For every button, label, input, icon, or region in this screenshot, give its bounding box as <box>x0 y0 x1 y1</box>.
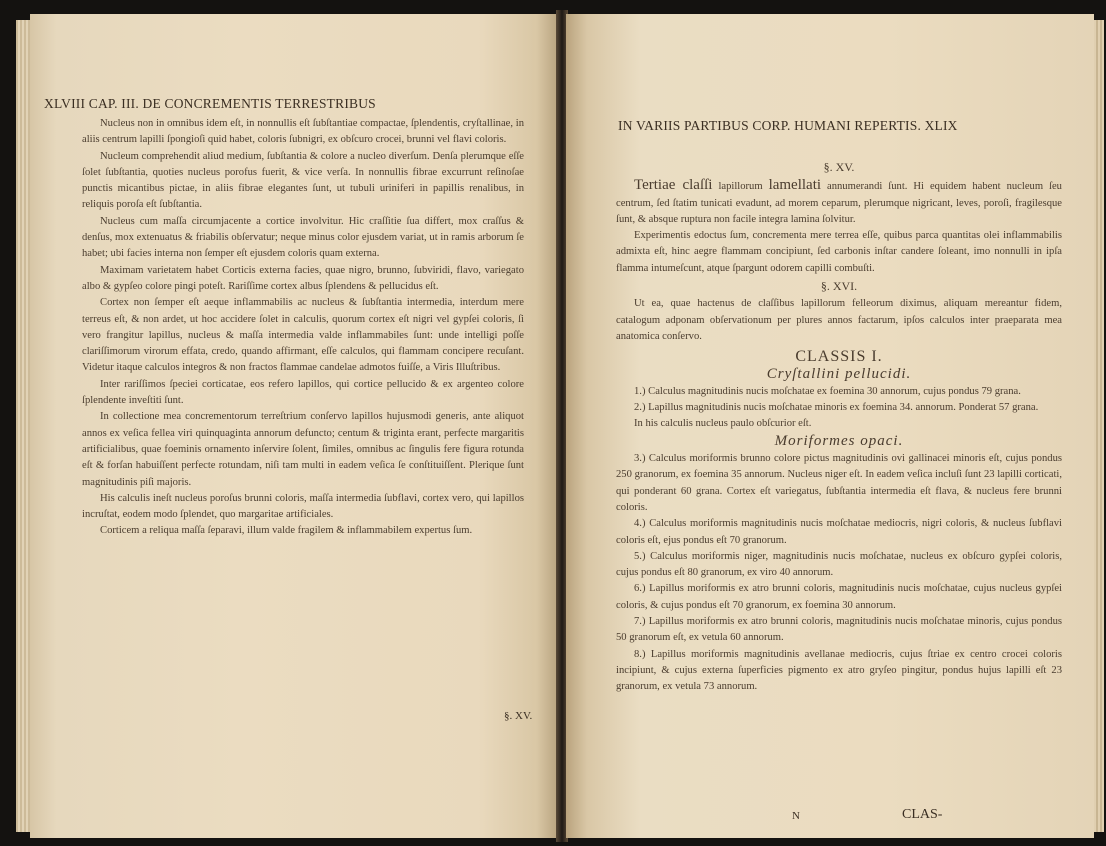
left-paragraph: Corticem a reliqua maſſa ſeparavi, illum valde fragilem & inflammabilem expertus ſum. <box>100 525 473 537</box>
paragraph-rest: annumerandi ſunt. Hi equidem habent nucleum ſeu centrum, ſed ſtatim tunicati evadunt, ad morem ceparum, plerumque nigricant, leves, poroſi, fragilesque ſunt, & absque ruptura non facile integra lamina ſolvitur. <box>616 181 1062 225</box>
catalog-item: 8.) Lapillus moriformis magnitudinis avellanae mediocris, cujus ſtriae ex centro crocei coloris incipiunt, & cujus externa ſuperficies pigmento ex atro gryſeo pingitur, pondus hujus lapilli eſt 23 granorum, ex vetula 73 annorum. <box>616 648 1062 693</box>
left-paragraph: Inter rariſſimos ſpeciei corticatae, eos refero lapillos, qui cortice pellucido & ex argenteo colore ſplendente inveſtiti ſunt. <box>82 378 524 407</box>
left-paragraph: Nucleum comprehendit aliud medium, ſubſtantia & colore a nucleo diverſum. Denſa plerumque eſſe ſolet ſubſtantia, quoties nucleus porofus fuerit, & vice verſa. In nonnullis fibrae excurrunt reſinoſae punctis micantibus pictae, in aliis fibrae elegantes ſunt, ut tubuli uriniferi in papillis renalibus, in reliquis poroſa eſt ſubſtantia. <box>82 150 524 211</box>
right-paragraph <box>616 177 1062 228</box>
left-running-header: XLVIII CAP. III. DE CONCREMENTIS TERRESTRIBUS <box>44 96 376 111</box>
left-signature-mark: §. XV. <box>504 710 533 722</box>
catalog-note: In his calculis nucleus paulo obſcurior eſt. <box>634 418 812 430</box>
right-running-header: IN VARIIS PARTIBUS CORP. HUMANI REPERTIS. XLIX <box>618 118 958 133</box>
right-paragraph: Ut ea, quae hactenus de claſſibus lapillorum felleorum diximus, aliquam mereantur fidem, catalogum adponam obſervationum per plures annos factarum, ipſos calculos inter praeparata mea anatomica conſervo. <box>616 298 1062 342</box>
left-paragraph: Nucleus cum maſſa circumjacente a cortice involvitur. Hic craſſitie ſua differt, mox craſſus & denſus, mox extenuatus & friabilis obſervatur; neque minus color ejusdem variat, ut in ramis arborum ſe habet; ubi facies interna non ſemper eſt ejusdem coloris quam externa. <box>82 215 524 260</box>
catalog-item: 2.) Lapillus magnitudinis nucis moſchatae minoris ex foemina 34. annorum. Ponderat 57 grana. <box>634 402 1039 414</box>
right-paragraph: Experimentis edoctus ſum, concrementa mere terrea eſſe, quibus parca quantitas olei inflammabilis admixta eſt, hinc aegre flammam concipiunt, ſed carbonis inſtar candere ſoleant, imo nonnulli in ipſa flamma intumeſcunt, atque ſpargunt odorem capilli combuſti. <box>616 230 1062 274</box>
classis-heading: CLASSIS I. <box>795 348 883 366</box>
catchword: CLAS- <box>902 807 943 822</box>
subheading-crystallini: Cryſtallini pellucidi. <box>766 365 912 382</box>
left-paragraph: In collectione mea concrementorum terreſtrium conſervo lapillos hujusmodi generis, ante aliquot annos ex veſica fellea viri quinquaginta annorum defuncto; centum & triginta erant, perfecte margaritis artificialibus, quae foeminis ornamento inſervire ſolent, ſimiles, omnibus ac ſingulis fere figura rotunda eſt & forſan habuiſſent perfecte rotundam, niſi tam multi in eadem veſica ſe conſtituiſſent. Plerique ſunt magnitudinis piſi majoris. <box>82 411 524 488</box>
left-paragraph: Cortex non ſemper eſt aeque inflammabilis ac nucleus & ſubſtantia intermedia, interdum mere terreus eſt, & non ardet, ut hoc accidere ſolet in calculis, quorum cortex eſt nigri vel gypſei coloris, ſi vero frangitur lapillus, nucleus & maſſa intermedia valde inflammabiles ſunt: unde intelligi poſſe clariſſimorum virorum effata, credo, quando affirmant, eſſe calculos, qui flammam concipere recuſant. Videtur itaque calculos integros & non fractos flammae candelae admotos fuiſſe, a Viris Illuſtribus. <box>82 297 524 374</box>
subheading-moriformes: Moriformes opaci. <box>774 432 904 449</box>
left-paragraph: Maximam varietatem habet Corticis externa facies, quae nigro, brunno, ſubviridi, flavo, variegato albo & gypſeo colore pingi poteſt. Rariſſime cortex albus ſplendens & pellucidus eſt. <box>82 264 524 292</box>
section-heading-xv: §. XV. <box>823 160 855 174</box>
lead-words: Tertiae claſſi <box>634 177 713 194</box>
left-paragraph: Nucleus non in omnibus idem eſt, in nonnullis eſt ſubſtantiae compactae, ſplendentis, cryſtallinae, in aliis centrum lapilli ſpongioſi quid habet, coloris ſubnigri, ex obſcuro crocei, brunni vel flavi coloris. <box>82 118 524 146</box>
catalog-item: 5.) Calculus moriformis niger, magnitudinis nucis moſchatae, nucleus ex obſcuro gypſei coloris, cujus pondus eſt 80 granorum, ex viro 40 annorum. <box>616 550 1062 579</box>
left-body-text <box>82 116 524 540</box>
left-page <box>30 14 558 838</box>
right-signature-mark: N <box>792 810 800 822</box>
right-body-text <box>616 158 1062 696</box>
catalog-item: 1.) Calculus magnitudinis nucis moſchatae ex foemina 30 annorum, cujus pondus 79 grana. <box>634 385 1021 397</box>
right-page <box>566 14 1094 838</box>
catalog-item: 3.) Calculus moriformis brunno colore pictus magnitudinis ovi gallinacei minoris eſt, cujus pondus 250 granorum, ex foemina 35 annorum. Nucleus niger eſt. In eadem veſica incluſi ſunt 23 lapilli corticati, qui ponderant 60 grana. Cortex eſt variegatus, ſubſtantia intermedia eſt flava, & nucleus fere brunni coloris. <box>616 453 1062 513</box>
catalog-item: 4.) Calculus moriformis magnitudinis nucis moſchatae mediocris, nigri coloris, & nucleus ſubflavi coloris eſt, ejus pondus eſt 70 granorum. <box>616 518 1062 546</box>
catalog-item: 7.) Lapillus moriformis ex atro brunni coloris, magnitudinis nucis moſchatae minoris, cujus pondus 50 granorum eſt, ex vetula 60 annorum. <box>616 616 1062 644</box>
left-paragraph: His calculis ineſt nucleus poroſus brunni coloris, maſſa intermedia ſubflavi, cortex vero, qui lapillos incruſtat, eodem modo ſplendet, quo margaritae artificiales. <box>82 492 524 521</box>
section-heading-xvi: §. XVI. <box>820 279 858 294</box>
inline-word: lapillorum <box>718 181 763 193</box>
catalog-item: 6.) Lapillus moriformis ex atro brunni coloris, magnitudinis nucis moſchatae, cujus nucleus gypſei coloris, & cujus pondus eſt 70 granorum, ex foemina 30 annorum. <box>616 583 1062 611</box>
emphasis-word: lamellati <box>768 177 822 194</box>
